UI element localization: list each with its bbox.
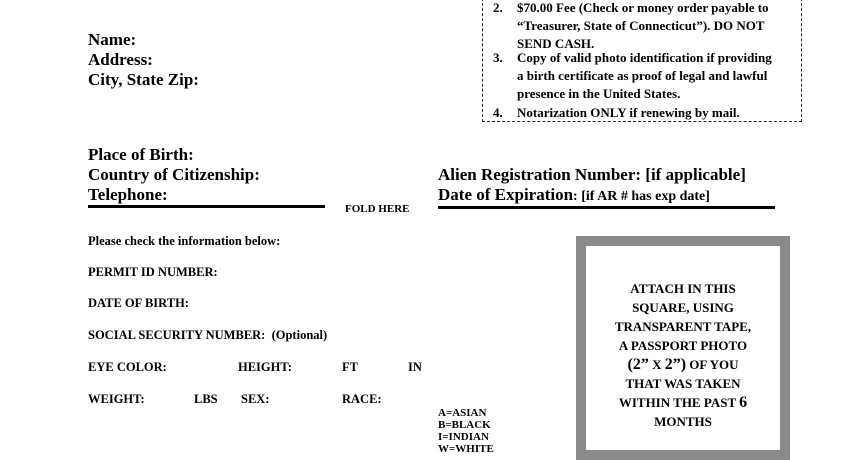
requirement-line: Copy of valid photo identification if providing	[517, 50, 772, 65]
requirement-number: 3.	[493, 50, 503, 65]
date-of-expiration-label	[438, 185, 710, 206]
photo-instruction-line: MONTHS	[654, 414, 712, 429]
pounds-unit: LBS	[194, 392, 218, 406]
photo-instruction-line: A PASSPORT PHOTO	[618, 338, 748, 353]
name-label: Name:	[88, 30, 137, 49]
photo-of-you: OF YOU	[689, 357, 739, 372]
photo-instruction-line: TRANSPARENT TAPE,	[614, 319, 752, 334]
race-code-white: W=WHITE	[438, 443, 494, 455]
sex-label: SEX:	[241, 392, 270, 406]
photo-within-line	[586, 393, 780, 412]
requirements-box	[482, 0, 802, 122]
photo-six-value: 6	[739, 394, 748, 411]
requirement-line: $70.00 Fee (Check or money order payable to	[517, 0, 769, 15]
permit-id-label: PERMIT ID NUMBER:	[88, 265, 218, 279]
height-label: HEIGHT:	[238, 360, 292, 374]
weight-label: WEIGHT:	[88, 392, 145, 406]
alien-registration-label: Alien Registration Number: [if applicable]	[438, 165, 746, 184]
country-of-citizenship-label: Country of Citizenship:	[88, 165, 260, 184]
place-of-birth-label: Place of Birth:	[88, 145, 194, 164]
photo-within-text: WITHIN THE PAST	[618, 395, 736, 410]
photo-area	[586, 246, 780, 450]
photo-instruction-line: ATTACH IN THIS	[630, 281, 736, 296]
race-code-indian: I=INDIAN	[438, 431, 489, 443]
fold-here-label: FOLD HERE	[345, 203, 410, 215]
check-info-instruction: Please check the information below:	[88, 234, 281, 248]
photo-attachment-box	[576, 236, 790, 460]
eye-color-label: EYE COLOR:	[88, 360, 167, 374]
requirement-line: “Treasurer, State of Connecticut”). DO NOT	[517, 18, 765, 33]
ssn-label-text: SOCIAL SECURITY NUMBER:	[88, 328, 266, 342]
photo-instruction-line: THAT WAS TAKEN	[625, 376, 741, 391]
address-label: Address:	[88, 50, 153, 69]
requirement-line: SEND CASH.	[517, 36, 595, 51]
requirement-line: presence in the United States.	[517, 86, 681, 101]
expiration-note: : [if AR # has exp date]	[573, 189, 710, 204]
requirement-line: Notarization ONLY if renewing by mail.	[517, 105, 740, 120]
requirement-line: a birth certificate as proof of legal and lawful	[517, 68, 768, 83]
race-code-black: B=BLACK	[438, 419, 491, 431]
photo-size-line	[586, 355, 780, 374]
photo-instruction-line: SQUARE, USING	[632, 300, 734, 315]
city-state-zip-label: City, State Zip:	[88, 70, 199, 89]
date-of-birth-label: DATE OF BIRTH:	[88, 296, 189, 310]
race-code-asian: A=ASIAN	[438, 407, 487, 419]
expiration-label-text: Date of Expiration	[438, 185, 574, 204]
photo-size-open: (2”	[627, 356, 649, 373]
ssn-label	[88, 327, 327, 343]
ssn-optional-note: (Optional)	[271, 328, 328, 342]
inches-unit: IN	[408, 360, 422, 374]
left-divider-line	[88, 205, 325, 208]
right-divider-line	[438, 206, 775, 209]
photo-instructions	[586, 279, 780, 431]
race-label: RACE:	[342, 392, 382, 406]
feet-unit: FT	[342, 360, 358, 374]
photo-size-close: 2”)	[664, 356, 687, 373]
photo-size-x: X	[652, 357, 662, 372]
requirement-number: 4.	[493, 105, 503, 120]
telephone-label: Telephone:	[88, 185, 168, 204]
requirement-number: 2.	[493, 0, 503, 15]
